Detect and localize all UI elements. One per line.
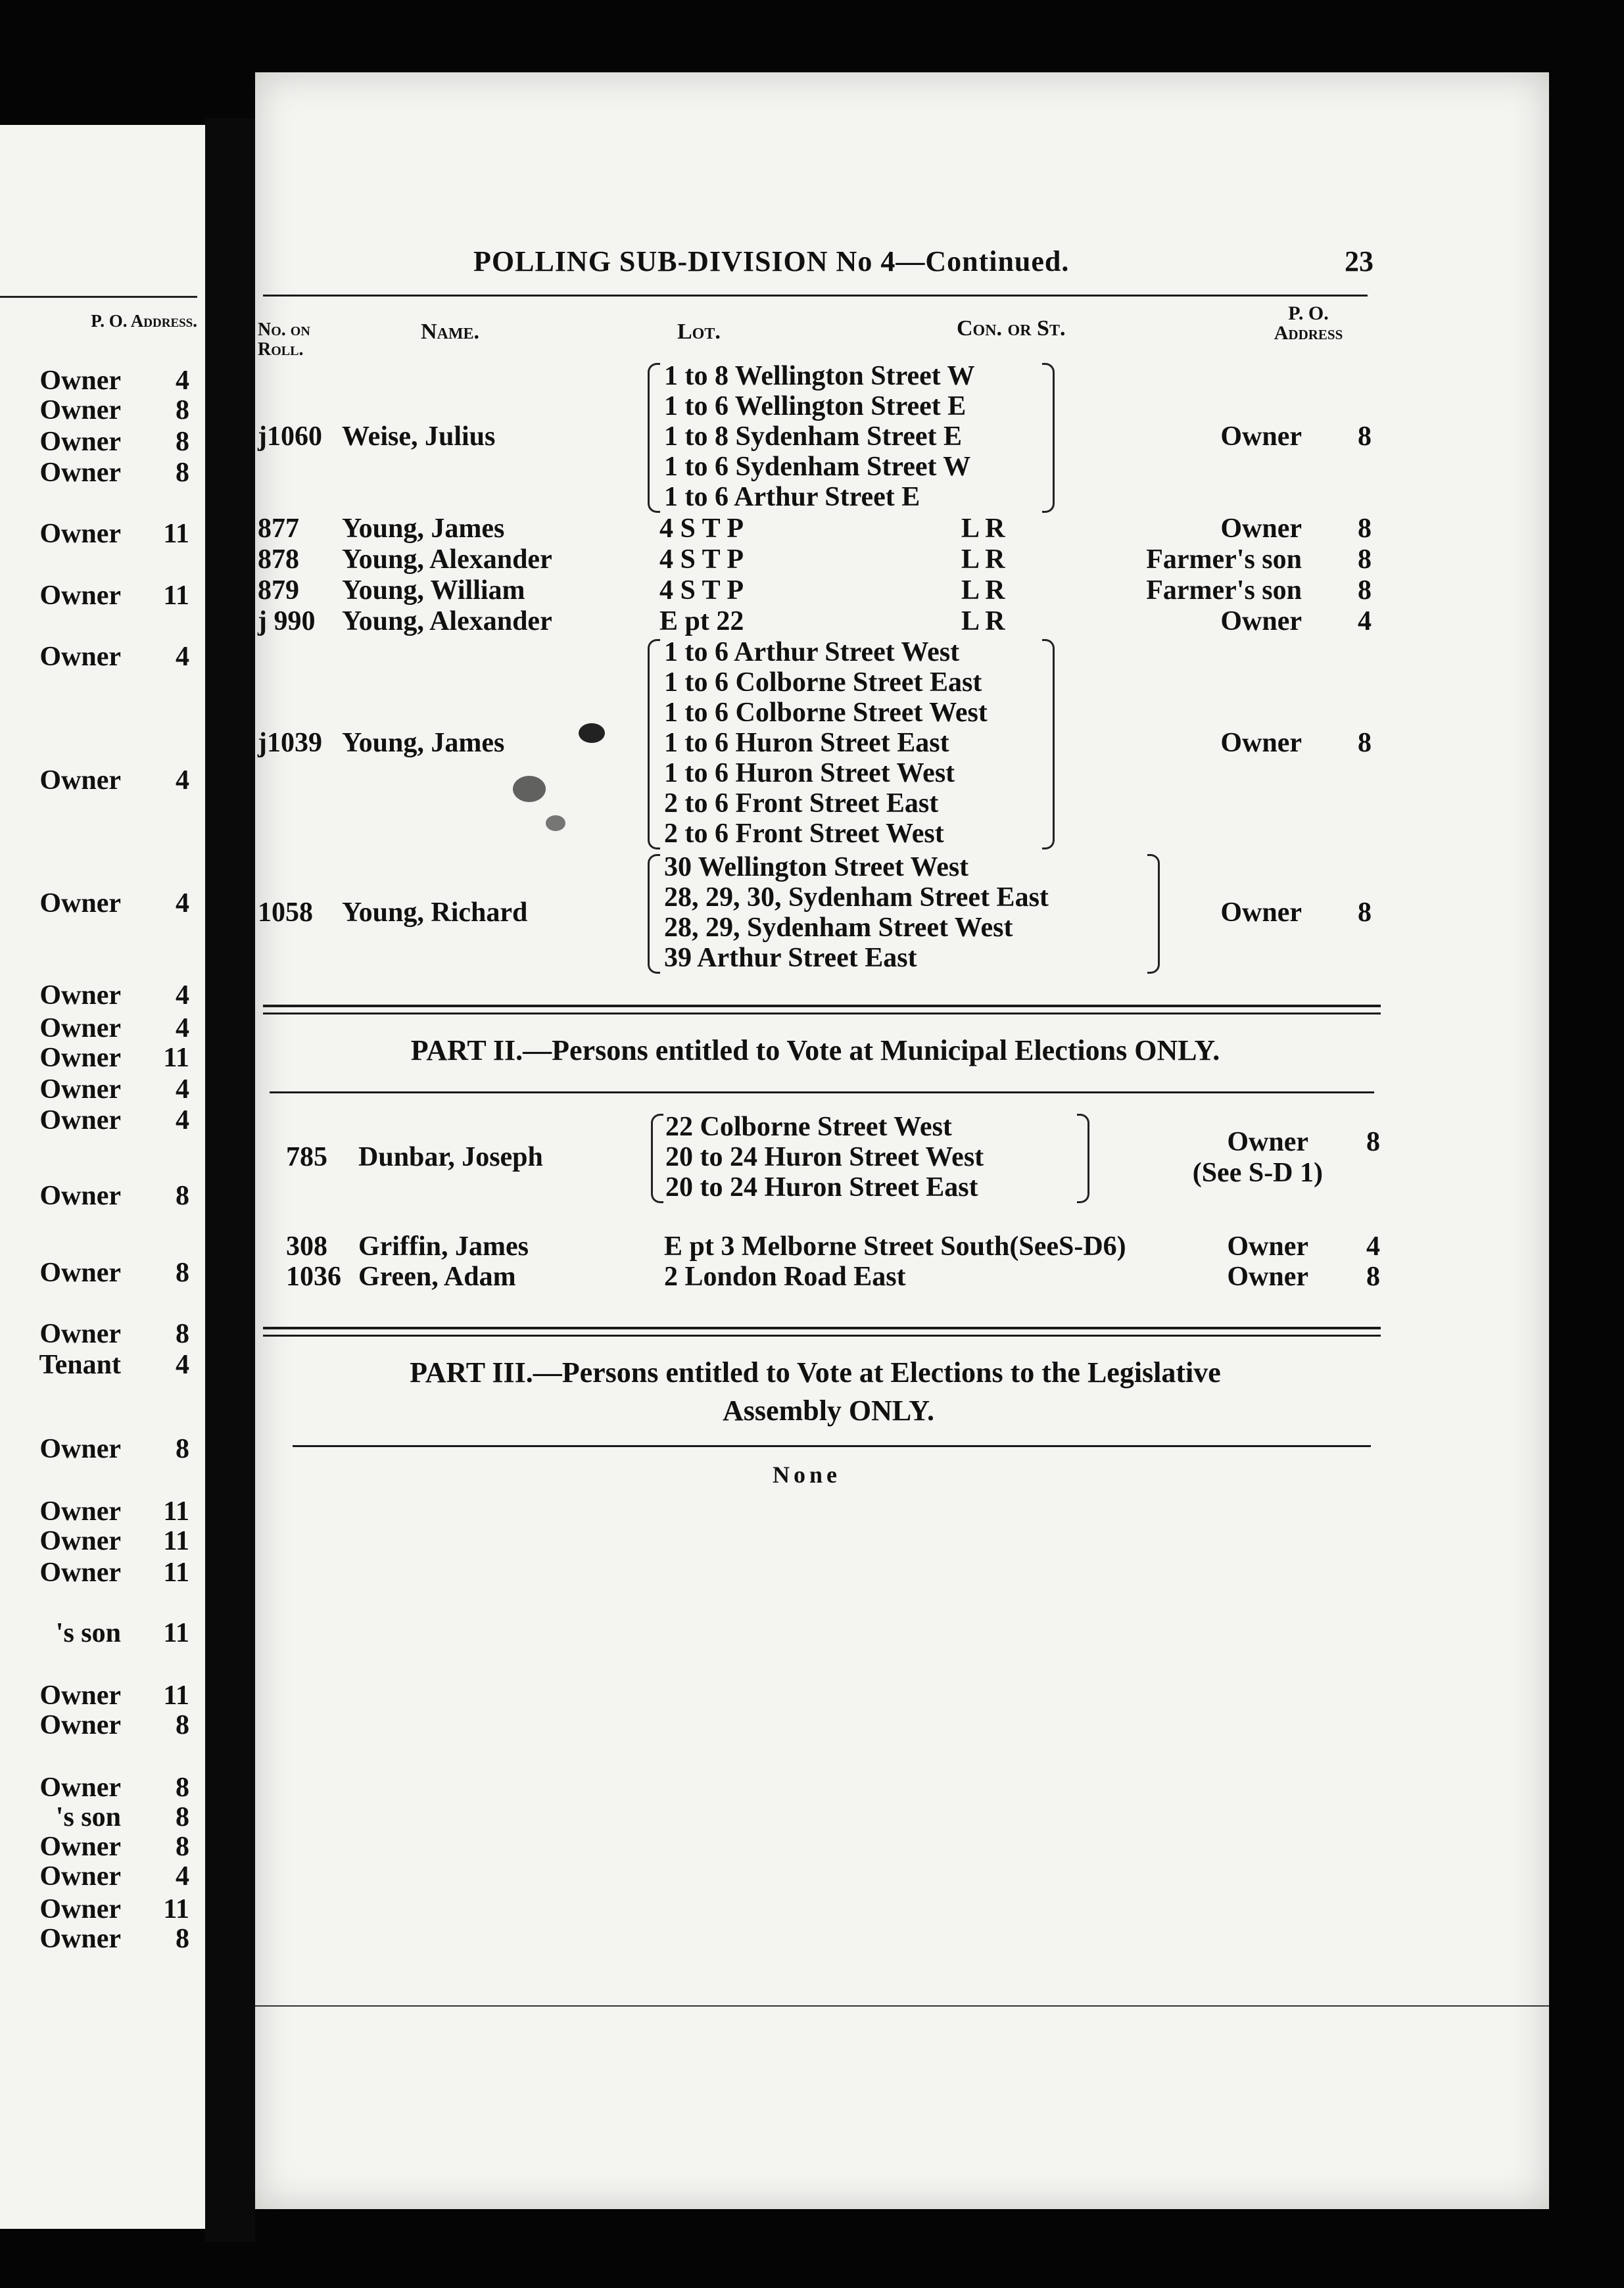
status: Owner (1220, 606, 1302, 636)
left-page-row (0, 765, 205, 796)
left-page-row (0, 394, 205, 426)
voter-name: Young, Richard (342, 897, 528, 928)
voter-name: Young, Alexander (342, 544, 552, 575)
left-page-row (0, 457, 205, 489)
voter-name: Young, James (342, 728, 505, 758)
roll-number: j1039 (258, 728, 322, 758)
left-page-status: Owner (39, 1861, 121, 1892)
part3-title-line1: PART III.—Persons entitled to Vote at Elections to the Legislative (410, 1356, 1221, 1389)
voter-name: Young, William (342, 575, 525, 606)
left-page-po: 4 (176, 888, 189, 918)
lot-description: E pt 22 (659, 606, 744, 636)
lot-description: 1 to 6 Sydenham Street W (664, 452, 971, 482)
left-page-status: Owner (39, 1773, 121, 1803)
left-page-status: Owner (39, 1258, 121, 1288)
part2-end-rule-2 (263, 1335, 1381, 1337)
left-page-row (0, 1801, 205, 1833)
left-page-po: 8 (176, 1181, 189, 1211)
left-page-po: 8 (176, 1258, 189, 1288)
lot-description: 2 London Road East (664, 1262, 906, 1292)
left-page-row (0, 1496, 205, 1527)
lot-description: 2 to 6 Front Street East (664, 788, 939, 819)
left-page-status: Owner (39, 1924, 121, 1954)
left-page-status: Owner (39, 1710, 121, 1740)
left-page-po: 4 (176, 980, 189, 1011)
lot-description: 1 to 8 Wellington Street W (664, 361, 975, 391)
left-page-status: Tenant (39, 1350, 121, 1380)
left-page-po: 11 (163, 1680, 189, 1711)
part2-title: PART II.—Persons entitled to Vote at Municipal Elections ONLY. (410, 1034, 1220, 1066)
left-page-row (0, 1042, 205, 1074)
column-lot: Lot. (677, 320, 721, 344)
ink-blot (579, 723, 605, 743)
status: Farmer's son (1146, 575, 1302, 606)
left-page-status: Owner (39, 1496, 121, 1527)
status: Owner (1227, 1127, 1308, 1157)
part3-title-rule (293, 1445, 1371, 1447)
part2-end-rule (263, 1327, 1381, 1329)
left-page-row (0, 1617, 205, 1649)
lot-description: 4 S T P (659, 544, 744, 575)
lot-description: 20 to 24 Huron Street East (665, 1172, 978, 1203)
header-rule (263, 295, 1368, 297)
left-page-status: Owner (39, 366, 121, 396)
lot-description: 1 to 6 Huron Street West (664, 758, 955, 788)
lot-description: 30 Wellington Street West (664, 852, 969, 882)
left-page-po: 8 (176, 1924, 189, 1954)
po-address: 8 (1366, 1127, 1380, 1157)
left-page-row (0, 1013, 205, 1044)
left-page-row (0, 1318, 205, 1350)
right-brace (1042, 363, 1055, 513)
left-page-po: 8 (176, 1802, 189, 1832)
left-page-status: Owner (39, 395, 121, 425)
column-roll: No. on Roll. (258, 320, 310, 360)
left-page-status: Owner (39, 1434, 121, 1464)
status: Owner (1220, 897, 1302, 928)
right-brace (1042, 639, 1055, 849)
left-page-rule (0, 296, 197, 298)
roll-number: j1060 (258, 421, 322, 452)
concession: L R (961, 606, 1005, 636)
left-brace (648, 854, 660, 974)
left-page-po: 8 (176, 458, 189, 488)
concession: L R (961, 544, 1005, 575)
left-page-row (0, 1831, 205, 1863)
po-address: 8 (1358, 544, 1372, 575)
left-page-status: Owner (39, 519, 121, 549)
lot-description: 28, 29, Sydenham Street West (664, 913, 1013, 943)
voter-name: Green, Adam (358, 1262, 516, 1292)
left-page-status: Owner (39, 765, 121, 796)
left-page-row (0, 1861, 205, 1892)
left-page-po: 11 (163, 1558, 189, 1588)
lot-description: 28, 29, 30, Sydenham Street East (664, 882, 1049, 913)
status: Owner (1227, 1262, 1308, 1292)
status: Owner (1220, 513, 1302, 544)
left-page-row (0, 1105, 205, 1136)
roll-number: j 990 (258, 606, 316, 636)
lot-description: 1 to 6 Colborne Street East (664, 667, 982, 698)
left-page-row (0, 641, 205, 673)
left-page-row (0, 518, 205, 550)
left-page-row (0, 1894, 205, 1925)
roll-number: 308 (286, 1231, 327, 1262)
left-page-status: Owner (39, 1013, 121, 1043)
left-page-po: 11 (163, 519, 189, 549)
left-page-row (0, 1180, 205, 1212)
left-page-status: Owner (39, 980, 121, 1011)
voter-name: Young, Alexander (342, 606, 552, 636)
po-address: 8 (1358, 728, 1372, 758)
left-page-status: Owner (39, 1105, 121, 1135)
concession: L R (961, 575, 1005, 606)
roll-number: 879 (258, 575, 299, 606)
po-address: 8 (1358, 421, 1372, 452)
left-page-status: Owner (39, 642, 121, 672)
left-page-status: Owner (39, 1558, 121, 1588)
roll-number: 1058 (258, 897, 313, 928)
roll-number: 877 (258, 513, 299, 544)
concession: L R (961, 513, 1005, 544)
page-number: 23 (1345, 245, 1373, 277)
left-brace (648, 363, 660, 513)
left-page-row (0, 1923, 205, 1955)
voter-name: Weise, Julius (342, 421, 496, 452)
lot-description: 1 to 6 Colborne Street West (664, 698, 988, 728)
left-page-row (0, 1709, 205, 1741)
po-address: 4 (1366, 1231, 1380, 1262)
left-page-row (0, 1257, 205, 1289)
left-page-row (0, 1074, 205, 1105)
left-page-status: Owner (39, 1832, 121, 1862)
left-page-po: 8 (176, 1710, 189, 1740)
left-page-status: Owner (39, 1894, 121, 1924)
left-page-po: 11 (163, 1894, 189, 1924)
left-page-po: 4 (176, 1074, 189, 1105)
part3-none-text: None (773, 1462, 841, 1488)
left-page-status: 's son (55, 1802, 121, 1832)
status: Owner (1220, 421, 1302, 452)
left-page-status: Owner (39, 1074, 121, 1105)
lot-description: 22 Colborne Street West (665, 1112, 952, 1142)
roll-number: 785 (286, 1142, 327, 1172)
left-page-po: 8 (176, 395, 189, 425)
left-page-po: 4 (176, 1861, 189, 1892)
left-page-po: 4 (176, 1105, 189, 1135)
left-page-row (0, 1772, 205, 1803)
left-page-status: Owner (39, 581, 121, 611)
lot-description: 1 to 6 Wellington Street E (664, 391, 967, 421)
left-page-po: 11 (163, 1526, 189, 1556)
po-address: 8 (1358, 897, 1372, 928)
left-page-po: 11 (163, 1496, 189, 1527)
left-page-po: 8 (176, 1773, 189, 1803)
lot-description: 1 to 6 Arthur Street West (664, 637, 960, 667)
page-title: POLLING SUB-DIVISION No 4—Continued. (473, 245, 1070, 277)
voter-name: Dunbar, Joseph (358, 1142, 543, 1172)
ink-blot (513, 776, 546, 802)
lot-description: 4 S T P (659, 575, 744, 606)
lot-description: 4 S T P (659, 513, 744, 544)
left-brace (651, 1114, 663, 1203)
left-facing-page (0, 125, 205, 2229)
status-note: (See S-D 1) (1192, 1158, 1323, 1188)
left-page-status: Owner (39, 1319, 121, 1349)
right-brace (1077, 1114, 1089, 1203)
lot-description: 20 to 24 Huron Street West (665, 1142, 984, 1172)
left-page-po: 4 (176, 1350, 189, 1380)
left-page-row (0, 888, 205, 919)
roll-number: 878 (258, 544, 299, 575)
left-page-row (0, 1680, 205, 1711)
lot-description: 2 to 6 Front Street West (664, 819, 944, 849)
left-page-row (0, 426, 205, 458)
roll-number: 1036 (286, 1262, 341, 1292)
left-page-status: 's son (55, 1618, 121, 1648)
left-page-status: Owner (39, 1181, 121, 1211)
left-page-po: 4 (176, 1013, 189, 1043)
status: Owner (1220, 728, 1302, 758)
left-page-po: 8 (176, 427, 189, 457)
left-page-row (0, 1525, 205, 1557)
left-page-po: 4 (176, 366, 189, 396)
lot-description: 1 to 6 Arthur Street E (664, 482, 920, 512)
column-con: Con. or St. (957, 316, 1066, 341)
left-page-row (0, 365, 205, 396)
left-page-po: 8 (176, 1832, 189, 1862)
bottom-rule (255, 2005, 1549, 2007)
status: Farmer's son (1146, 544, 1302, 575)
left-page-po: 8 (176, 1434, 189, 1464)
lot-description: 1 to 6 Huron Street East (664, 728, 949, 758)
lot-description: 1 to 8 Sydenham Street E (664, 421, 963, 452)
left-page-po: 11 (163, 1043, 189, 1073)
voter-name: Griffin, James (358, 1231, 529, 1262)
po-address: 8 (1358, 513, 1372, 544)
status: Owner (1227, 1231, 1308, 1262)
column-po: P. O. Address (1274, 302, 1343, 344)
left-page-po: 4 (176, 765, 189, 796)
lot-description: E pt 3 Melborne Street South(SeeS-D6) (664, 1231, 1126, 1262)
lot-description: 39 Arthur Street East (664, 943, 917, 973)
left-page-po: 4 (176, 642, 189, 672)
book-spine (205, 118, 255, 2242)
column-name: Name. (421, 320, 480, 344)
po-address: 8 (1358, 575, 1372, 606)
left-page-row (0, 1557, 205, 1588)
left-page-status: Owner (39, 1680, 121, 1711)
part1-end-rule-2 (263, 1013, 1381, 1014)
left-page-po-header: P. O. Address. (91, 311, 197, 331)
part2-title-rule (270, 1091, 1374, 1093)
left-page-po: 8 (176, 1319, 189, 1349)
po-address: 8 (1366, 1262, 1380, 1292)
left-page-status: Owner (39, 888, 121, 918)
left-page-status: Owner (39, 427, 121, 457)
left-page-row (0, 1349, 205, 1381)
left-page-po: 11 (163, 581, 189, 611)
left-page-status: Owner (39, 1043, 121, 1073)
left-page-status: Owner (39, 1526, 121, 1556)
right-brace (1147, 854, 1160, 974)
left-page-status: Owner (39, 458, 121, 488)
ink-blot (546, 815, 565, 831)
voter-name: Young, James (342, 513, 505, 544)
left-page-row (0, 980, 205, 1011)
left-page-po: 11 (163, 1618, 189, 1648)
part1-end-rule (263, 1005, 1381, 1007)
left-page-row (0, 580, 205, 611)
part3-title-line2: Assembly ONLY. (723, 1394, 934, 1427)
left-brace (648, 639, 660, 849)
po-address: 4 (1358, 606, 1372, 636)
left-page-row (0, 1433, 205, 1465)
